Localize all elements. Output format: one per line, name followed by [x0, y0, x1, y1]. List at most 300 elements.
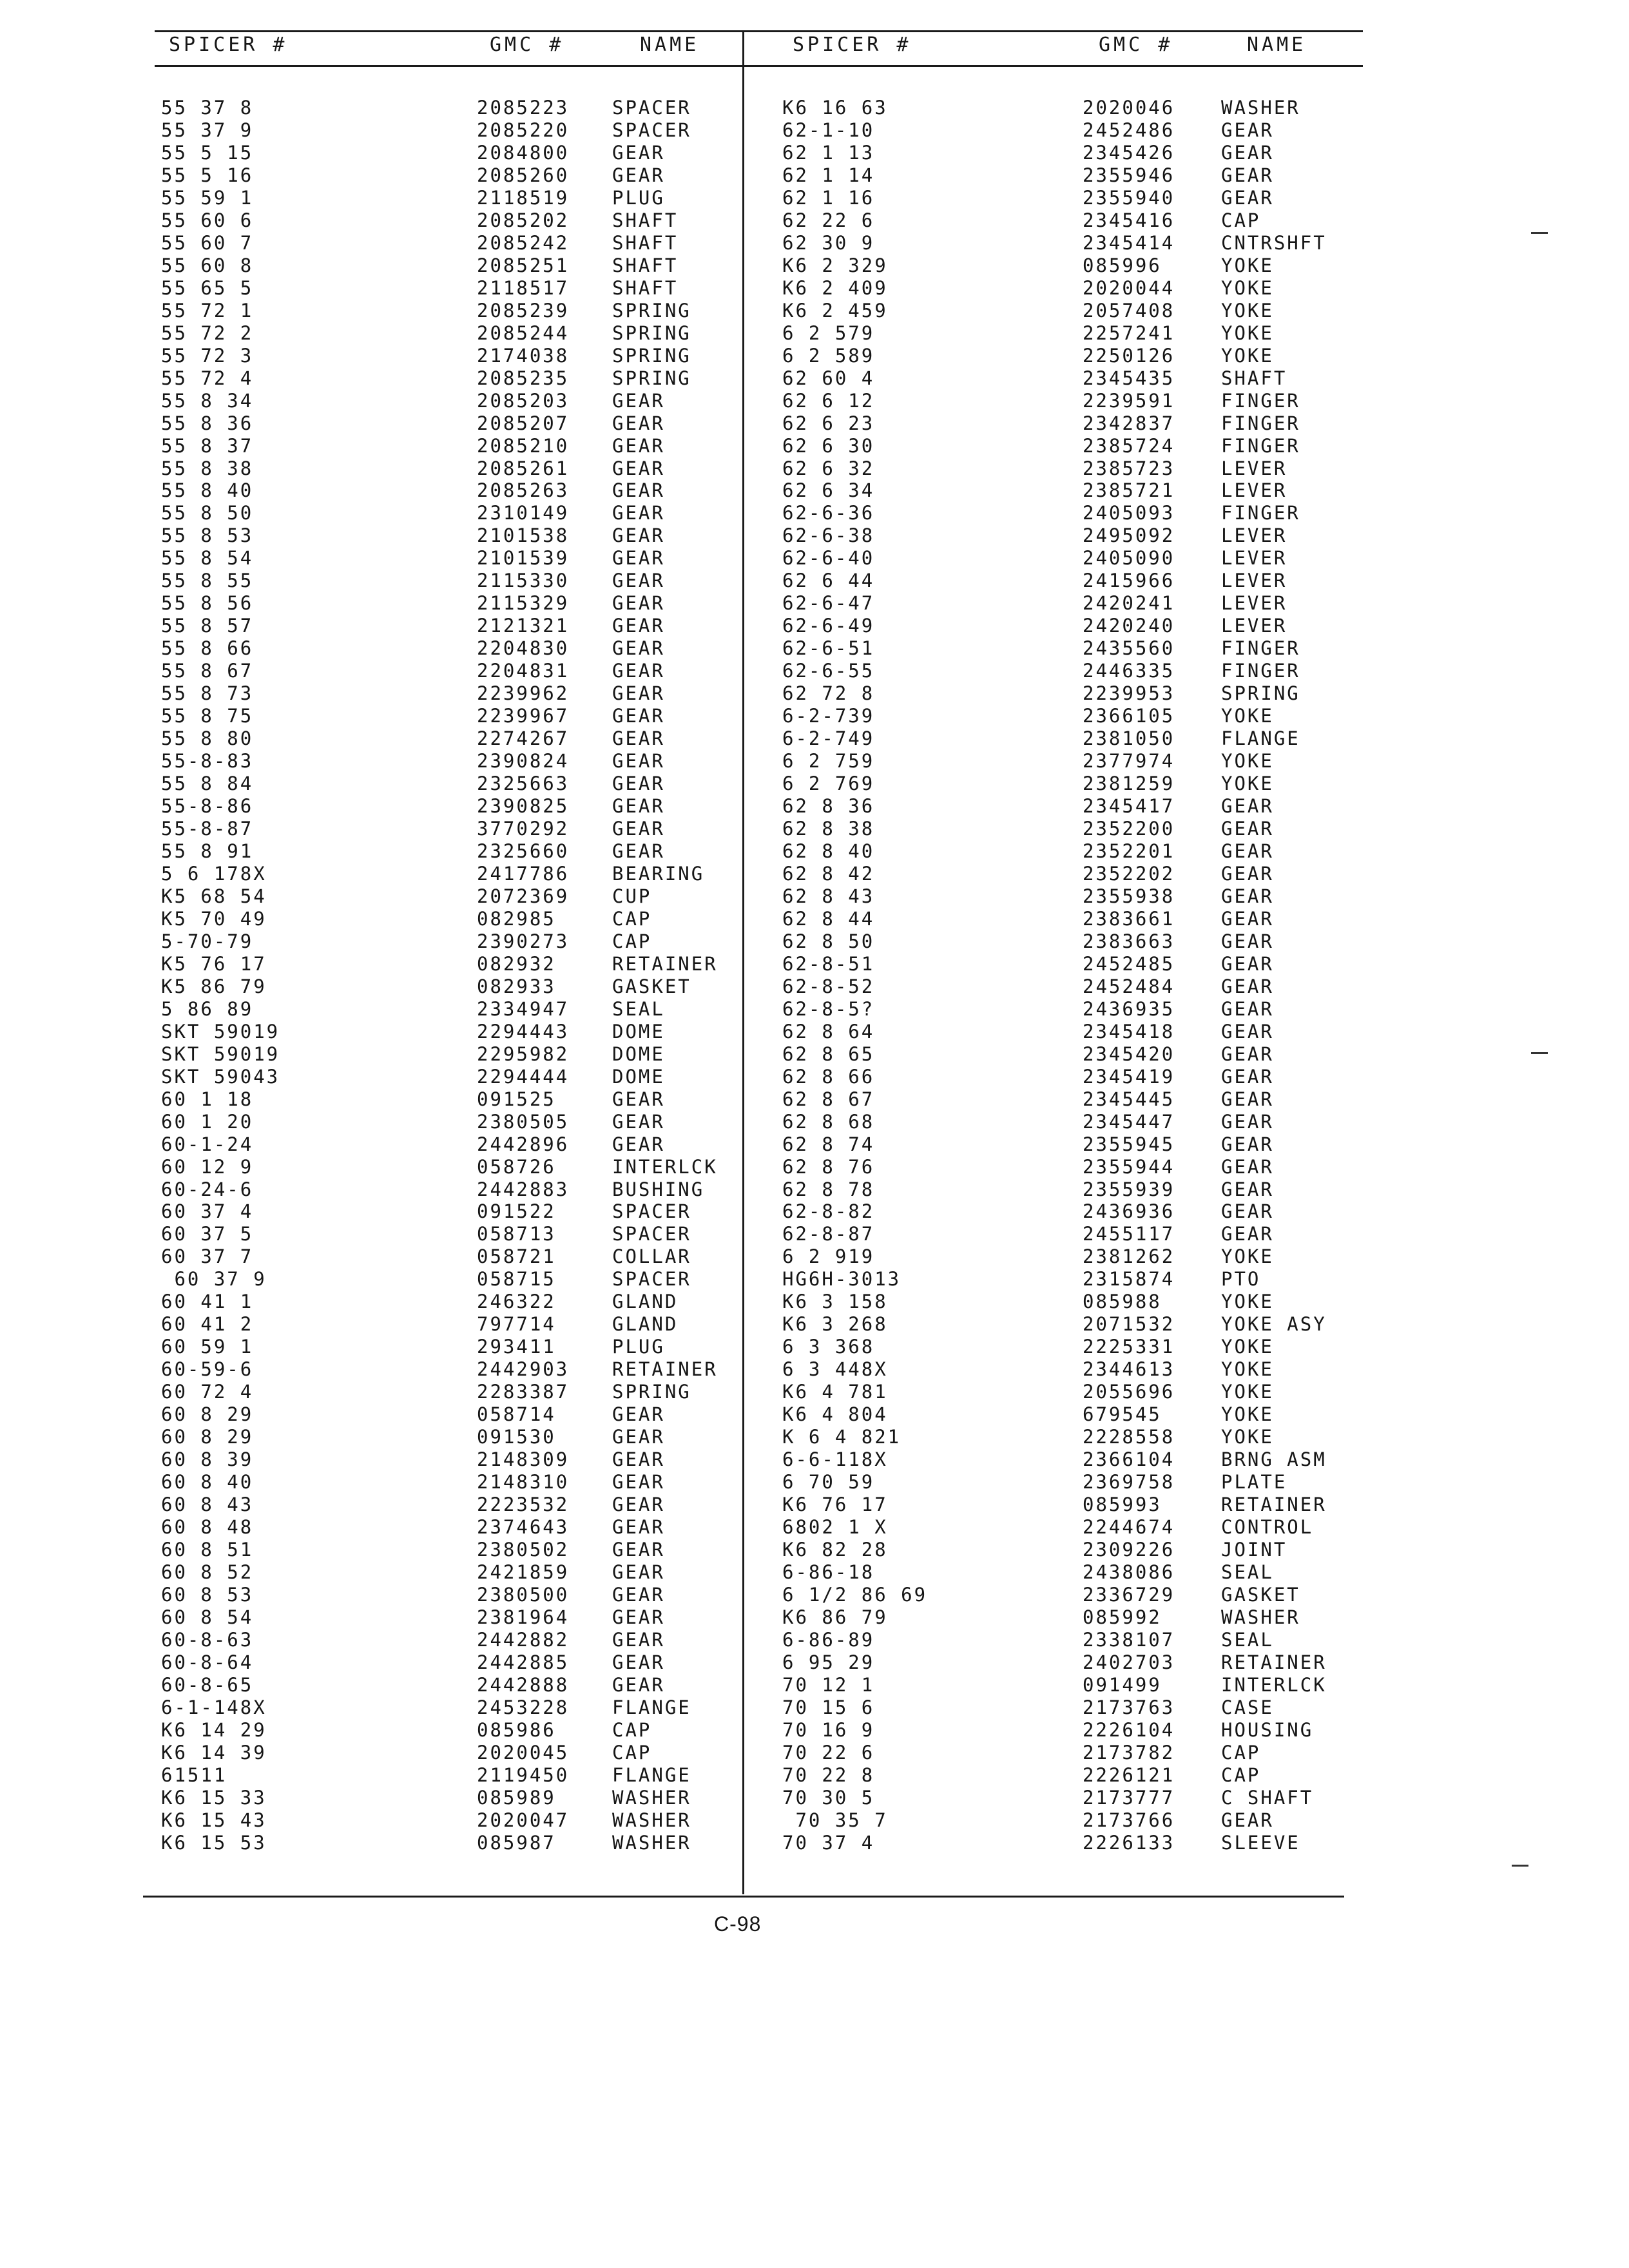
spicer-number: K6 82 28: [782, 1539, 888, 1561]
spicer-number: 60-24-6: [161, 1178, 254, 1200]
spicer-number: 6802 1 X: [782, 1516, 888, 1539]
gmc-number: 2380505: [477, 1110, 570, 1133]
part-name: PLATE: [1221, 1471, 1287, 1494]
spicer-number: 62 6 23: [782, 412, 875, 434]
spicer-number: 5-70-79: [161, 930, 254, 952]
part-name: YOKE: [1221, 254, 1274, 276]
spicer-number: 62 8 43: [782, 885, 875, 907]
gmc-number: 2204830: [477, 637, 570, 660]
part-name: PLUG: [612, 1336, 665, 1358]
spicer-number: K6 3 158: [782, 1291, 888, 1313]
gmc-number: 2257241: [1083, 322, 1175, 344]
gmc-number: 2085242: [477, 231, 570, 254]
part-name: CASE: [1221, 1696, 1274, 1718]
gmc-number: 2309226: [1083, 1539, 1175, 1561]
spicer-number: 62 8 74: [782, 1133, 875, 1155]
part-name: SPACER: [612, 119, 691, 141]
part-name: GEAR: [1221, 840, 1274, 862]
part-name: LEVER: [1221, 547, 1287, 570]
spicer-number: 62-6-49: [782, 615, 875, 637]
header-right-name: NAME: [1247, 34, 1307, 56]
part-name: GEAR: [612, 457, 665, 479]
spicer-number: 60 37 4: [161, 1200, 254, 1223]
part-name: GEAR: [1221, 907, 1274, 930]
spicer-number: 62 8 68: [782, 1110, 875, 1133]
spicer-number: 62 6 44: [782, 570, 875, 592]
part-name: LEVER: [1221, 592, 1287, 615]
gmc-number: 2020046: [1083, 97, 1175, 119]
gmc-number: 2455117: [1083, 1223, 1175, 1245]
spicer-number: 55 59 1: [161, 186, 254, 209]
spicer-number: 6 2 579: [782, 322, 875, 344]
gmc-number: 2085263: [477, 479, 570, 502]
gmc-number: 2345420: [1083, 1043, 1175, 1065]
gmc-number: 679545: [1083, 1403, 1162, 1426]
gmc-number: 3770292: [477, 818, 570, 840]
gmc-number: 2345435: [1083, 367, 1175, 389]
gmc-number: 2344613: [1083, 1358, 1175, 1381]
spicer-number: 55 8 66: [161, 637, 254, 660]
gmc-number: 2352201: [1083, 840, 1175, 862]
part-name: YOKE: [1221, 1358, 1274, 1381]
part-name: FINGER: [1221, 412, 1300, 434]
part-name: GEAR: [612, 773, 665, 795]
spicer-number: K5 68 54: [161, 885, 267, 907]
gmc-number: 2380502: [477, 1539, 570, 1561]
spicer-number: 62 8 65: [782, 1043, 875, 1065]
part-name: LEVER: [1221, 615, 1287, 637]
part-name: SPRING: [612, 1381, 691, 1403]
spicer-number: K6 4 781: [782, 1381, 888, 1403]
part-name: YOKE: [1221, 750, 1274, 773]
gmc-number: 2334947: [477, 997, 570, 1020]
gmc-number: 091499: [1083, 1673, 1162, 1696]
spicer-number: 62 8 42: [782, 862, 875, 885]
part-name: SEAL: [612, 997, 665, 1020]
gmc-number: 2119450: [477, 1763, 570, 1786]
spicer-number: 61511: [161, 1763, 227, 1786]
spicer-number: 55 8 38: [161, 457, 254, 479]
part-name: DOME: [612, 1020, 665, 1043]
right-gmc-column: [1083, 97, 1175, 1854]
gmc-number: 2085220: [477, 119, 570, 141]
part-name: GEAR: [612, 1606, 665, 1628]
spicer-number: 60 72 4: [161, 1381, 254, 1403]
part-name: GEAR: [612, 570, 665, 592]
gmc-number: 2452485: [1083, 952, 1175, 975]
spicer-number: 60 8 54: [161, 1606, 254, 1628]
part-name: GEAR: [612, 1673, 665, 1696]
margin-mark: [1512, 1865, 1528, 1867]
gmc-number: 2446335: [1083, 660, 1175, 682]
spicer-number: 62-6-55: [782, 660, 875, 682]
gmc-number: 2390824: [477, 750, 570, 773]
spicer-number: 62-6-47: [782, 592, 875, 615]
part-name: GEAR: [612, 705, 665, 727]
spicer-number: 62 8 44: [782, 907, 875, 930]
spicer-number: 55 8 75: [161, 705, 254, 727]
spicer-number: 60 8 48: [161, 1516, 254, 1539]
part-name: DOME: [612, 1043, 665, 1065]
gmc-number: 2338107: [1083, 1628, 1175, 1651]
gmc-number: 2173782: [1083, 1741, 1175, 1763]
part-name: LEVER: [1221, 570, 1287, 592]
spicer-number: 55 8 54: [161, 547, 254, 570]
spicer-number: 55 8 91: [161, 840, 254, 862]
spicer-number: 5 6 178X: [161, 862, 267, 885]
part-name: FLANGE: [1221, 727, 1300, 750]
part-name: GEAR: [612, 1448, 665, 1471]
part-name: SHAFT: [612, 254, 679, 276]
spicer-number: K5 70 49: [161, 907, 267, 930]
part-name: BRNG ASM: [1221, 1448, 1327, 1471]
spicer-number: 70 22 6: [782, 1741, 875, 1763]
column-divider: [742, 30, 744, 1894]
gmc-number: 2390825: [477, 795, 570, 818]
spicer-number: 55 8 36: [161, 412, 254, 434]
part-name: CAP: [1221, 209, 1261, 231]
header-right-spicer: SPICER #: [793, 34, 912, 56]
part-name: BEARING: [612, 862, 705, 885]
spicer-number: 60 59 1: [161, 1336, 254, 1358]
part-name: GEAR: [612, 1539, 665, 1561]
spicer-number: 62 72 8: [782, 682, 875, 705]
spicer-number: 6-2-749: [782, 727, 875, 750]
gmc-number: 2452484: [1083, 975, 1175, 997]
part-name: CAP: [1221, 1741, 1261, 1763]
gmc-number: 2355940: [1083, 186, 1175, 209]
spicer-number: 6 70 59: [782, 1471, 875, 1494]
part-name: YOKE: [1221, 1245, 1274, 1268]
spicer-number: K6 14 39: [161, 1741, 267, 1763]
spicer-number: 55 8 55: [161, 570, 254, 592]
part-name: GEAR: [612, 524, 665, 547]
gmc-number: 2121321: [477, 615, 570, 637]
part-name: GEAR: [612, 1403, 665, 1426]
gmc-number: 2352202: [1083, 862, 1175, 885]
spicer-number: 55 5 15: [161, 141, 254, 164]
gmc-number: 2085207: [477, 412, 570, 434]
part-name: CAP: [612, 1741, 652, 1763]
gmc-number: 2173777: [1083, 1786, 1175, 1809]
gmc-number: 085986: [477, 1718, 556, 1741]
part-name: GEAR: [612, 1088, 665, 1110]
gmc-number: 2390273: [477, 930, 570, 952]
gmc-number: 2085251: [477, 254, 570, 276]
spicer-number: 70 12 1: [782, 1673, 875, 1696]
spicer-number: 6 2 759: [782, 750, 875, 773]
part-name: GEAR: [612, 164, 665, 186]
part-name: YOKE: [1221, 299, 1274, 322]
spicer-number: 62 8 50: [782, 930, 875, 952]
gmc-number: 2452486: [1083, 119, 1175, 141]
part-name: COLLAR: [612, 1245, 691, 1268]
part-name: CNTRSHFT: [1221, 231, 1327, 254]
part-name: WASHER: [612, 1831, 691, 1854]
spicer-number: K6 14 29: [161, 1718, 267, 1741]
gmc-number: 2310149: [477, 502, 570, 524]
spicer-number: 60 12 9: [161, 1155, 254, 1178]
part-name: GEAR: [1221, 997, 1274, 1020]
gmc-number: 2226104: [1083, 1718, 1175, 1741]
gmc-number: 2294444: [477, 1065, 570, 1088]
part-name: SHAFT: [1221, 367, 1287, 389]
gmc-number: 2385724: [1083, 434, 1175, 457]
part-name: RETAINER: [1221, 1651, 1327, 1673]
part-name: GEAR: [1221, 1043, 1274, 1065]
gmc-number: 2244674: [1083, 1516, 1175, 1539]
spicer-number: 62 1 16: [782, 186, 875, 209]
gmc-number: 2085244: [477, 322, 570, 344]
gmc-number: 2345445: [1083, 1088, 1175, 1110]
part-name: LEVER: [1221, 457, 1287, 479]
spicer-number: 60 8 53: [161, 1583, 254, 1606]
part-name: YOKE ASY: [1221, 1313, 1327, 1336]
spicer-number: K6 15 43: [161, 1809, 267, 1831]
part-name: GEAR: [1221, 952, 1274, 975]
spicer-number: 55 72 3: [161, 344, 254, 367]
spicer-number: 55 37 9: [161, 119, 254, 141]
spicer-number: 60-8-65: [161, 1673, 254, 1696]
part-name: GEAR: [612, 795, 665, 818]
spicer-number: 62-8-82: [782, 1200, 875, 1223]
spicer-number: K 6 4 821: [782, 1426, 901, 1448]
gmc-number: 2101538: [477, 524, 570, 547]
part-name: WASHER: [612, 1786, 691, 1809]
spicer-number: 6-86-89: [782, 1628, 875, 1651]
spicer-number: 62-1-10: [782, 119, 875, 141]
part-name: FINGER: [1221, 502, 1300, 524]
part-name: C SHAFT: [1221, 1786, 1314, 1809]
gmc-number: 2355938: [1083, 885, 1175, 907]
gmc-number: 2223532: [477, 1494, 570, 1516]
spicer-number: 62-6-40: [782, 547, 875, 570]
gmc-number: 2405093: [1083, 502, 1175, 524]
gmc-number: 085987: [477, 1831, 556, 1854]
gmc-number: 2442885: [477, 1651, 570, 1673]
gmc-number: 2020044: [1083, 276, 1175, 299]
gmc-number: 082933: [477, 975, 556, 997]
gmc-number: 2101539: [477, 547, 570, 570]
part-name: GEAR: [1221, 1133, 1274, 1155]
spicer-number: 60 37 7: [161, 1245, 254, 1268]
gmc-number: 2020045: [477, 1741, 570, 1763]
spicer-number: 6-6-118X: [782, 1448, 888, 1471]
spicer-number: 6 2 589: [782, 344, 875, 367]
spicer-number: 62 60 4: [782, 367, 875, 389]
spicer-number: 55 37 8: [161, 97, 254, 119]
gmc-number: 2355939: [1083, 1178, 1175, 1200]
gmc-number: 2402703: [1083, 1651, 1175, 1673]
part-name: SPRING: [1221, 682, 1300, 705]
spicer-number: 55-8-86: [161, 795, 254, 818]
gmc-number: 2436935: [1083, 997, 1175, 1020]
spicer-number: 62 1 14: [782, 164, 875, 186]
spicer-number: 70 30 5: [782, 1786, 875, 1809]
part-name: GASKET: [1221, 1583, 1300, 1606]
part-name: GLAND: [612, 1291, 679, 1313]
spicer-number: 70 15 6: [782, 1696, 875, 1718]
gmc-number: 2085203: [477, 389, 570, 412]
spicer-number: 62 6 12: [782, 389, 875, 412]
part-name: CAP: [612, 907, 652, 930]
gmc-number: 058713: [477, 1223, 556, 1245]
part-name: GASKET: [612, 975, 691, 997]
gmc-number: 2118519: [477, 186, 570, 209]
spicer-number: 55 72 1: [161, 299, 254, 322]
gmc-number: 2173763: [1083, 1696, 1175, 1718]
gmc-number: 2226121: [1083, 1763, 1175, 1786]
part-name: PLUG: [612, 186, 665, 209]
part-name: FINGER: [1221, 434, 1300, 457]
part-name: GEAR: [612, 1494, 665, 1516]
gmc-number: 085989: [477, 1786, 556, 1809]
part-name: YOKE: [1221, 1381, 1274, 1403]
spicer-number: K6 15 33: [161, 1786, 267, 1809]
spicer-number: 55-8-87: [161, 818, 254, 840]
spicer-number: 6 2 919: [782, 1245, 875, 1268]
part-name: INTERLCK: [1221, 1673, 1327, 1696]
gmc-number: 2381262: [1083, 1245, 1175, 1268]
part-name: FINGER: [1221, 637, 1300, 660]
part-name: SHAFT: [612, 276, 679, 299]
part-name: CONTROL: [1221, 1516, 1314, 1539]
part-name: SLEEVE: [1221, 1831, 1300, 1854]
gmc-number: 2085235: [477, 367, 570, 389]
header-right-gmc: GMC #: [1099, 34, 1173, 56]
gmc-number: 2377974: [1083, 750, 1175, 773]
part-name: BUSHING: [612, 1178, 705, 1200]
gmc-number: 2173766: [1083, 1809, 1175, 1831]
spicer-number: 62-8-5?: [782, 997, 875, 1020]
spicer-number: 55 8 50: [161, 502, 254, 524]
spicer-number: 62 6 30: [782, 434, 875, 457]
right-name-column: [1221, 97, 1327, 1854]
gmc-number: 2072369: [477, 885, 570, 907]
part-name: GEAR: [1221, 885, 1274, 907]
gmc-number: 2438086: [1083, 1561, 1175, 1583]
spicer-number: 60-59-6: [161, 1358, 254, 1381]
gmc-number: 085993: [1083, 1494, 1162, 1516]
left-spicer-column: [161, 97, 280, 1854]
gmc-number: 2148310: [477, 1471, 570, 1494]
spicer-number: 55 60 6: [161, 209, 254, 231]
spicer-number: 6 1/2 86 69: [782, 1583, 928, 1606]
part-name: GEAR: [1221, 862, 1274, 885]
gmc-number: 2453228: [477, 1696, 570, 1718]
spicer-number: 55 8 53: [161, 524, 254, 547]
part-name: GEAR: [612, 1133, 665, 1155]
spicer-number: K6 15 53: [161, 1831, 267, 1854]
spicer-number: 55 8 80: [161, 727, 254, 750]
spicer-number: 55 8 73: [161, 682, 254, 705]
spicer-number: 70 16 9: [782, 1718, 875, 1741]
part-name: GEAR: [1221, 1155, 1274, 1178]
gmc-number: 2055696: [1083, 1381, 1175, 1403]
spicer-number: 60 8 40: [161, 1471, 254, 1494]
part-name: GEAR: [612, 660, 665, 682]
gmc-number: 2355946: [1083, 164, 1175, 186]
spicer-number: 60 8 52: [161, 1561, 254, 1583]
gmc-number: 058714: [477, 1403, 556, 1426]
gmc-number: 058721: [477, 1245, 556, 1268]
gmc-number: 2085210: [477, 434, 570, 457]
part-name: YOKE: [1221, 1426, 1274, 1448]
spicer-number: K6 2 329: [782, 254, 888, 276]
header-left-name: NAME: [640, 34, 700, 56]
spicer-number: 62 8 36: [782, 795, 875, 818]
part-name: YOKE: [1221, 1291, 1274, 1313]
part-name: INTERLCK: [612, 1155, 718, 1178]
gmc-number: 2315874: [1083, 1268, 1175, 1291]
spicer-number: K6 86 79: [782, 1606, 888, 1628]
gmc-number: 2345416: [1083, 209, 1175, 231]
gmc-number: 091530: [477, 1426, 556, 1448]
spicer-number: 70 35 7: [782, 1809, 888, 1831]
spicer-number: 60 1 18: [161, 1088, 254, 1110]
gmc-number: 797714: [477, 1313, 556, 1336]
spicer-number: 55 60 8: [161, 254, 254, 276]
part-name: FLANGE: [612, 1696, 691, 1718]
spicer-number: K6 16 63: [782, 97, 888, 119]
spicer-number: 55-8-83: [161, 750, 254, 773]
part-name: GEAR: [612, 389, 665, 412]
gmc-number: 2381259: [1083, 773, 1175, 795]
spicer-number: SKT 59019: [161, 1020, 280, 1043]
spicer-number: K6 2 409: [782, 276, 888, 299]
part-name: GEAR: [612, 1516, 665, 1539]
part-name: RETAINER: [1221, 1494, 1327, 1516]
part-name: PTO: [1221, 1268, 1261, 1291]
part-name: GEAR: [1221, 186, 1274, 209]
spicer-number: 62-6-38: [782, 524, 875, 547]
spicer-number: 70 22 8: [782, 1763, 875, 1786]
spicer-number: 55 72 2: [161, 322, 254, 344]
part-name: YOKE: [1221, 276, 1274, 299]
gmc-number: 2442903: [477, 1358, 570, 1381]
part-name: SHAFT: [612, 231, 679, 254]
gmc-number: 2345419: [1083, 1065, 1175, 1088]
part-name: RETAINER: [612, 1358, 718, 1381]
gmc-number: 293411: [477, 1336, 556, 1358]
spicer-number: 62 1 13: [782, 141, 875, 164]
spicer-number: 62-8-52: [782, 975, 875, 997]
spicer-number: 55 8 40: [161, 479, 254, 502]
gmc-number: 2085260: [477, 164, 570, 186]
part-name: SPACER: [612, 1223, 691, 1245]
spicer-number: 70 37 4: [782, 1831, 875, 1854]
part-name: GEAR: [1221, 1088, 1274, 1110]
gmc-number: 2115329: [477, 592, 570, 615]
part-name: GEAR: [1221, 1020, 1274, 1043]
gmc-number: 2380500: [477, 1583, 570, 1606]
spicer-number: 62-6-36: [782, 502, 875, 524]
part-name: GEAR: [612, 840, 665, 862]
part-name: WASHER: [1221, 97, 1300, 119]
part-name: GEAR: [612, 1651, 665, 1673]
part-name: YOKE: [1221, 1336, 1274, 1358]
part-name: GEAR: [1221, 795, 1274, 818]
part-name: GEAR: [1221, 930, 1274, 952]
gmc-number: 2385721: [1083, 479, 1175, 502]
spicer-number: 6 2 769: [782, 773, 875, 795]
gmc-number: 2085223: [477, 97, 570, 119]
part-name: FLANGE: [612, 1763, 691, 1786]
part-name: CAP: [1221, 1763, 1261, 1786]
gmc-number: 2383661: [1083, 907, 1175, 930]
part-name: GEAR: [612, 412, 665, 434]
spicer-number: 6 95 29: [782, 1651, 875, 1673]
